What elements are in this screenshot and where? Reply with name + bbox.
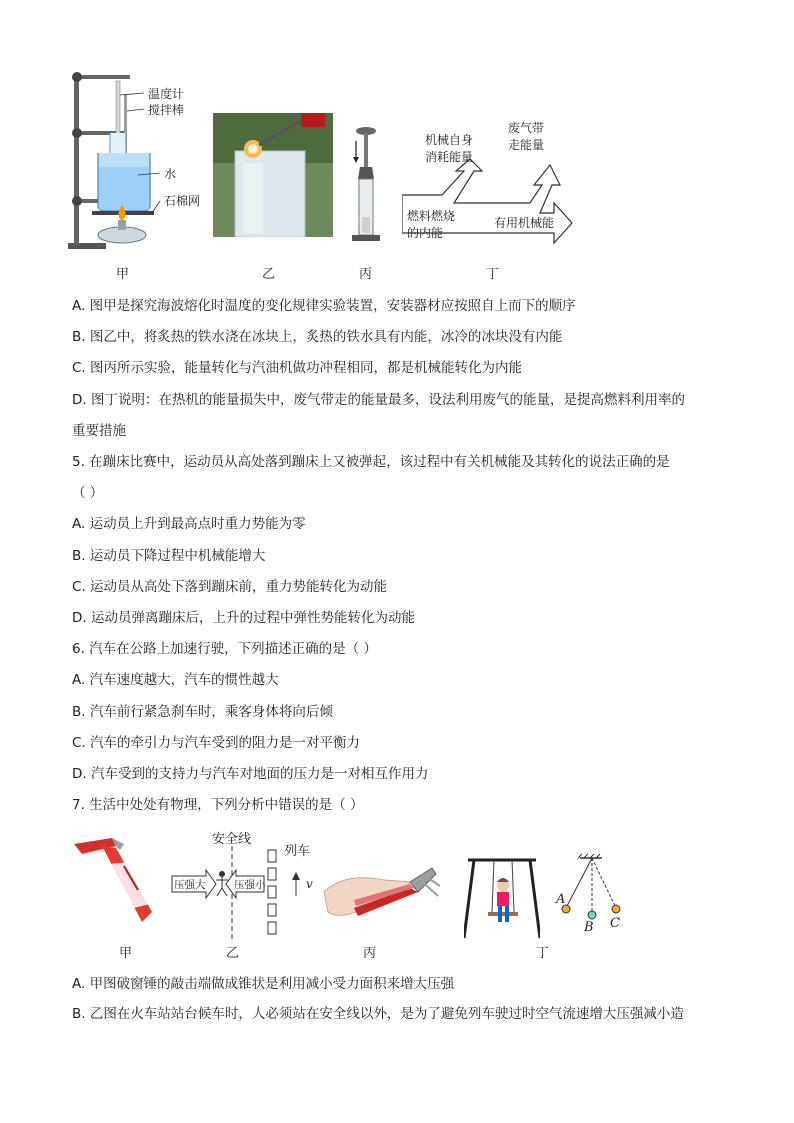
fig1-label-bing: 丙 [359,267,373,282]
label-safety-line: 安全线 [212,832,252,847]
q5-stem: 5. 在蹦床比赛中，运动员从高处落到蹦床上又被弹起，该过程中有关机械能及其转化的说法正确的是 [72,454,670,470]
q6-option-a: A. 汽车速度越大，汽车的惯性越大 [72,672,279,688]
q6-stem: 6. 汽车在公路上加速行驶，下列描述正确的是（ ） [72,641,377,657]
label-water: 水 [164,167,177,181]
pendulum-label-a: A [556,892,566,907]
q5-blank: （ ） [72,485,104,501]
q4-option-c: C. 图丙所示实验，能量转化与汽油机做功冲程相同，都是机械能转化为内能 [72,360,523,376]
q6-option-d: D. 汽车受到的支持力与汽车对地面的压力是一对相互作用力 [72,766,429,782]
energy-fuel-1: 燃料燃烧 [407,209,456,223]
q4-option-d-cont: 重要措施 [72,423,126,439]
label-pressure-big: 压强大 [174,879,206,891]
q6-option-b: B. 汽车前行紧急刹车时，乘客身体将向后倾 [72,704,333,720]
label-asbestos: 石棉网 [164,194,201,208]
window-hammer-image [72,834,160,928]
label-pressure-small: 压强小 [234,879,266,891]
pliers-hand-image [314,852,440,936]
fig2-label-jia: 甲 [119,946,133,961]
fig1-label-ding: 丁 [486,267,500,282]
q7-stem: 7. 生活中处处有物理，下列分析中错误的是（ ） [72,797,364,813]
energy-useful: 有用机械能 [494,216,555,230]
q5-option-a: A. 运动员上升到最高点时重力势能为零 [72,516,306,532]
label-stirrer: 搅拌棒 [148,103,185,117]
q5-option-c: C. 运动员从高处下落到蹦床前，重力势能转化为动能 [72,579,388,595]
label-train: 列车 [284,844,311,859]
apparatus-diagram [60,65,220,255]
figure-1 [60,65,740,285]
safety-line-diagram [170,846,310,942]
q5-option-b: B. 运动员下降过程中机械能增大 [72,548,266,564]
q4-option-b: B. 图乙中，将炙热的铁水浇在冰块上，炙热的铁水具有内能，冰冷的冰块没有内能 [72,329,563,345]
swing-image [464,856,540,940]
q7-option-b: B. 乙图在火车站站台候车时，人必须站在安全线以外，是为了避免列车驶过时空气流速增大压强减小造 [72,1006,684,1022]
pendulum-label-b: B [584,920,594,935]
fire-piston-diagram [346,125,386,250]
energy-fuel-2: 的内能 [407,226,444,240]
q4-option-a: A. 图甲是探究海波熔化时温度的变化规律实验装置，安装器材应按照自上而下的顺序 [72,298,576,314]
energy-waste-2: 走能量 [508,138,545,152]
ice-photo [213,113,333,237]
fig2-label-yi: 乙 [226,946,240,961]
label-thermometer: 温度计 [148,87,185,101]
energy-machine-2: 消耗能量 [425,150,474,164]
figure-2 [60,822,740,962]
pendulum-label-c: C [610,916,620,931]
energy-waste-1: 废气带 [508,121,545,135]
energy-machine-1: 机械自身 [425,133,474,147]
fig2-label-ding-swing: 丁 [536,946,550,961]
label-velocity: v [306,877,313,891]
fig1-label-jia: 甲 [116,267,130,282]
q6-option-c: C. 汽车的牵引力与汽车受到的阻力是一对平衡力 [72,735,361,751]
fig2-label-bing: 丙 [363,946,377,961]
q7-option-a: A. 甲图破窗锤的敲击端做成锥状是利用减小受力面积来增大压强 [72,976,455,992]
q4-option-d: D. 图丁说明：在热机的能量损失中，废气带走的能量最多，设法利用废气的能量，是提高燃料利用率的 [72,392,685,408]
fig1-label-yi: 乙 [262,267,276,282]
q5-option-d: D. 运动员弹离蹦床后，上升的过程中弹性势能转化为动能 [72,610,415,626]
